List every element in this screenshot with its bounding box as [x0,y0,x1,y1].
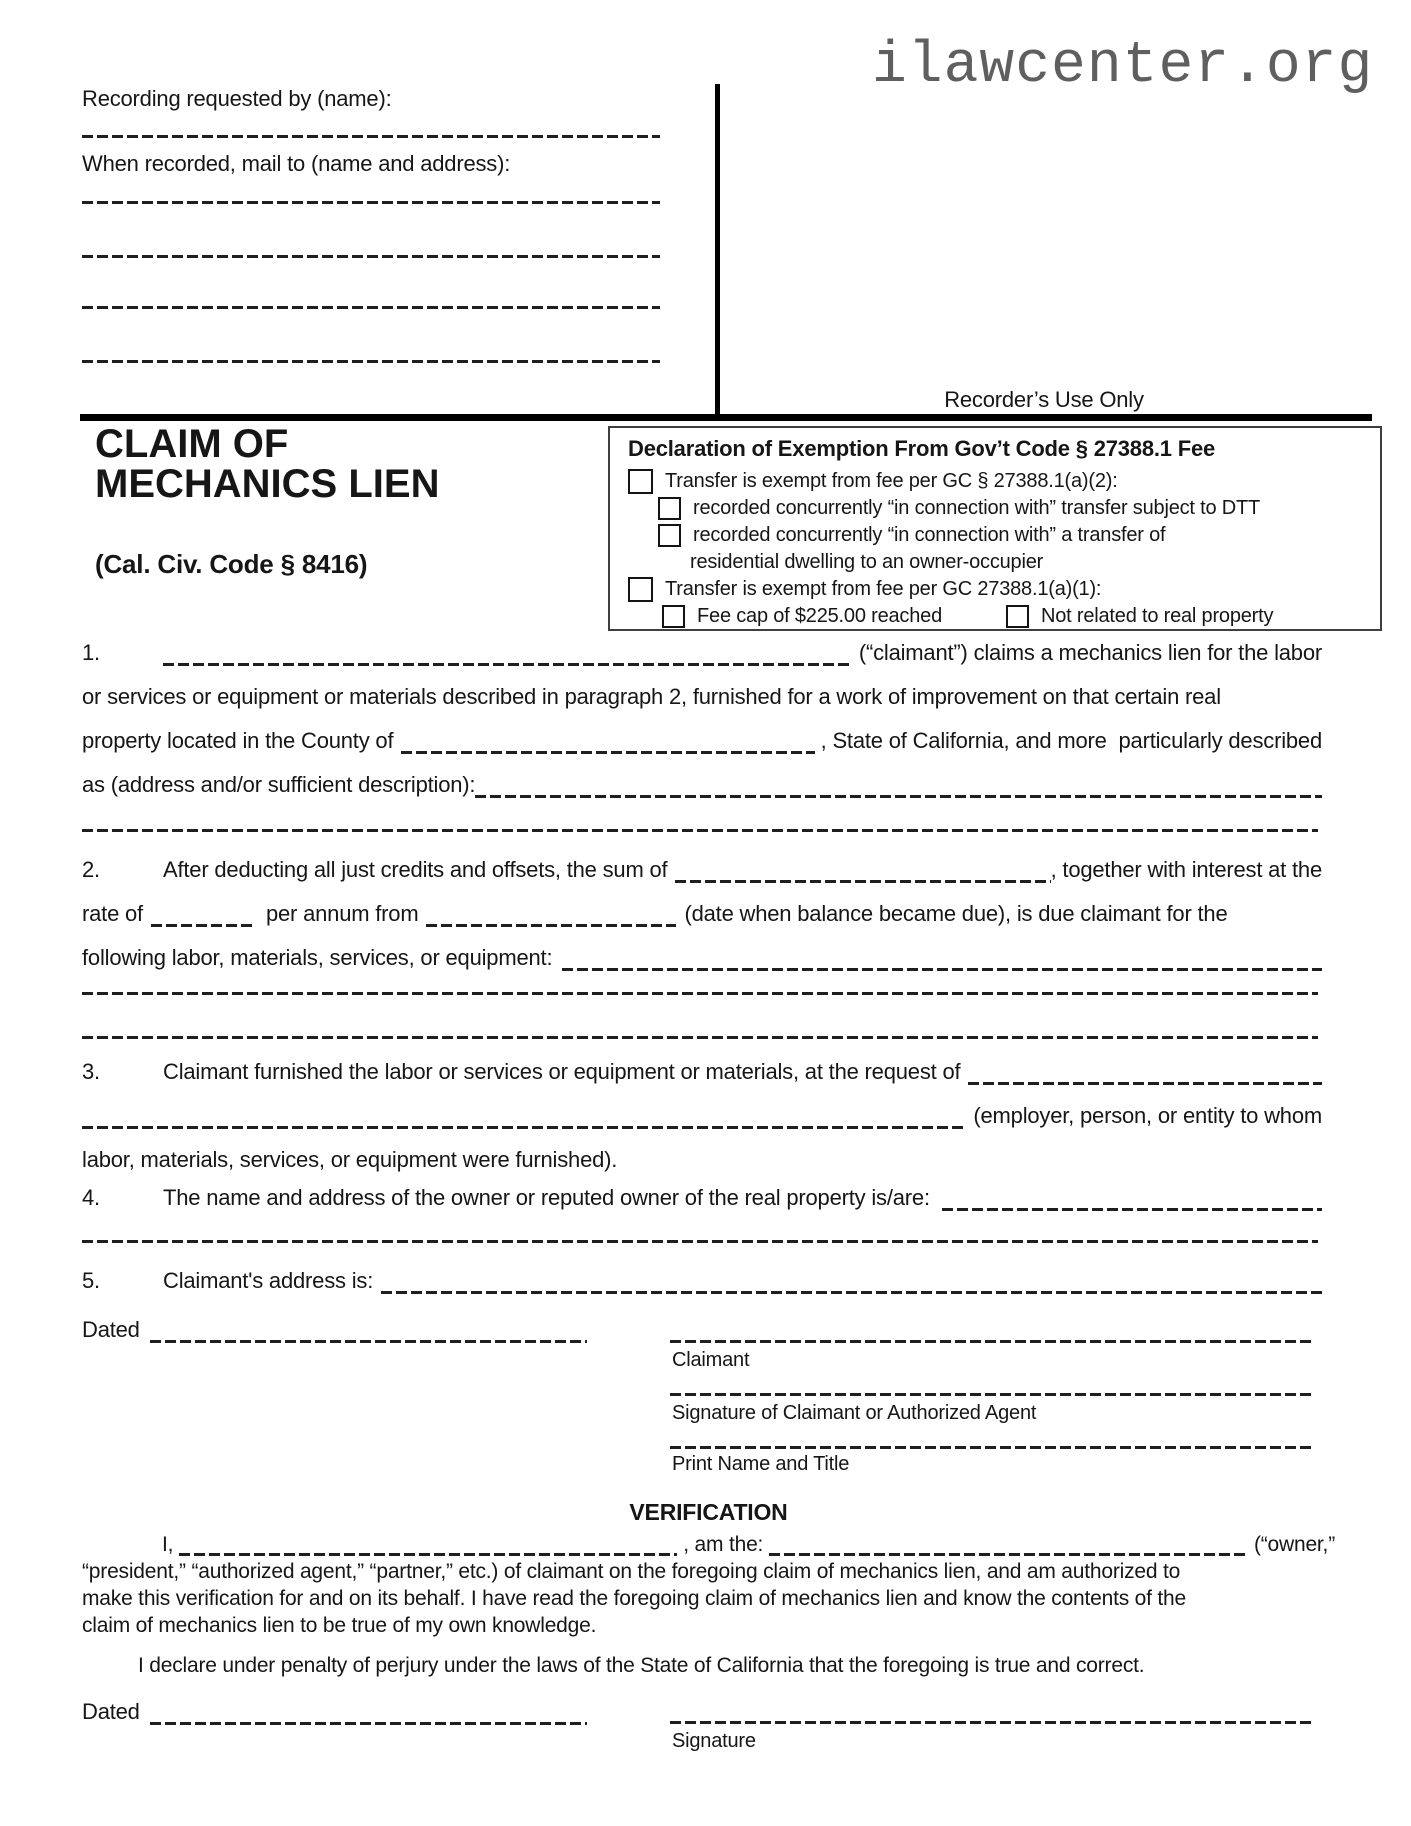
paragraph-5-line-1 [82,1266,1322,1296]
property-description-field-cont[interactable] [82,829,1318,832]
paragraph-3-line-3 [82,1145,1322,1175]
dated-field-1[interactable] [150,1340,587,1343]
verification-text-3: make this verification for and on its behalf. I have read the foregoing claim of mechanics lien and know the contents of the [82,1587,1187,1610]
print-name-label: Print Name and Title [672,1453,850,1475]
paragraph-5-text-1: Claimant's address is: [163,1268,374,1293]
request-of-field-cont[interactable] [82,1126,963,1129]
paragraph-2-text-2a: rate of [82,901,143,926]
checkbox-exempt-a2[interactable] [628,469,653,494]
title-line-2: MECHANICS LIEN [95,462,440,506]
exemption-option-owner-occupier-label: recorded concurrently “in connection with” a transfer of [693,524,1166,546]
owner-name-address-field[interactable] [942,1208,1322,1211]
paragraph-2-number: 2. [82,857,100,882]
paragraph-1-line-4 [82,770,1322,800]
dated-field-2[interactable] [150,1722,587,1725]
checkbox-exempt-a1[interactable] [628,577,653,602]
perjury-declaration-text: I declare under penalty of perjury under the laws of the State of California that the foregoing is true and correct. [138,1654,1145,1677]
signature-agent-line[interactable] [670,1393,1314,1396]
civil-code-reference: (Cal. Civ. Code § 8416) [95,549,368,579]
exemption-option-a2-label: Transfer is exempt from fee per GC § 27388.1(a)(2): [665,470,1118,492]
checkbox-not-related[interactable] [1006,605,1029,628]
paragraph-1-line-2 [82,682,1322,712]
county-field[interactable] [401,751,814,754]
paragraph-4-text-1: The name and address of the owner or reputed owner of the real property is/are: [163,1185,930,1210]
verification-line-1 [82,1531,1335,1558]
paragraph-1-text-1: (“claimant”) claims a mechanics lien for the labor [858,640,1322,665]
exemption-declaration-box [608,426,1382,631]
paragraph-2-line-2 [82,899,1322,929]
paragraph-1-text-4: as (address and/or sufficient description): [82,772,476,797]
section-divider-rule [80,414,1372,421]
exemption-suboptions-a1 [662,603,1380,630]
exemption-option-owner-occupier [658,522,1380,549]
verification-line-3 [82,1585,1335,1612]
verification-text-1b: , am the: [683,1533,764,1556]
paragraph-3-text-2: (employer, person, or entity to whom [973,1103,1322,1128]
paragraph-3-text-1: Claimant furnished the labor or services or equipment or materials, at the request of [163,1059,961,1084]
exemption-option-owner-occupier-cont [690,549,1380,576]
verification-heading: VERIFICATION [629,1499,788,1525]
verifier-name-field[interactable] [179,1553,677,1556]
checkbox-fee-cap[interactable] [662,605,685,628]
claimant-label: Claimant [672,1349,750,1371]
labor-materials-field[interactable] [562,968,1322,971]
title-line-1: CLAIM OF [95,422,289,466]
verification-signature-label: Signature [672,1730,756,1752]
not-related-label: Not related to real property [1041,605,1274,627]
paragraph-1-text-2: or services or equipment or materials described in paragraph 2, furnished for a work of improvement on that certain real [82,684,1221,709]
claimant-name-field[interactable] [163,663,849,666]
checkbox-owner-occupier[interactable] [658,524,681,547]
paragraph-2-text-3: following labor, materials, services, or equipment: [82,945,553,970]
paragraph-4-line-1 [82,1183,1322,1213]
dated-label-2: Dated [82,1699,140,1724]
request-of-field[interactable] [968,1082,1322,1085]
exemption-option-a1-label: Transfer is exempt from fee per GC 27388.1(a)(1): [665,578,1102,600]
labor-materials-field-cont-1[interactable] [82,992,1318,995]
claimant-address-field[interactable] [381,1291,1322,1294]
mail-to-field-3[interactable] [82,306,660,309]
exemption-box-title: Declaration of Exemption From Gov’t Code § 27388.1 Fee [628,436,1216,461]
verification-signature-line[interactable] [670,1721,1314,1724]
interest-rate-field[interactable] [151,924,256,927]
property-description-field[interactable] [475,795,1322,798]
mail-to-field-1[interactable] [82,201,660,204]
recorders-use-label: Recorder’s Use Only [944,387,1144,412]
verification-text-2: “president,” “authorized agent,” “partner,” etc.) of claimant on the foregoing claim of mechanics lien, and am authorized to [82,1560,1181,1583]
perjury-declaration [82,1652,1391,1679]
paragraph-5-number: 5. [82,1268,100,1293]
paragraph-3-number: 3. [82,1059,100,1084]
exemption-option-dtt [658,495,1380,522]
mail-to-field-4[interactable] [82,360,660,363]
claimant-line[interactable] [670,1340,1314,1343]
recording-requested-label: Recording requested by (name): [82,86,392,111]
paragraph-2-text-2c: (date when balance became due), is due claimant for the [684,901,1228,926]
paragraph-1-text-3a: property located in the County of [82,728,394,753]
paragraph-3-text-3: labor, materials, services, or equipment were furnished). [82,1147,618,1172]
mail-to-label: When recorded, mail to (name and address): [82,151,511,176]
paragraph-2-line-1 [82,855,1322,885]
verifier-title-field[interactable] [769,1553,1246,1556]
signature-agent-label: Signature of Claimant or Authorized Agent [672,1402,1037,1424]
labor-materials-field-cont-2[interactable] [82,1036,1318,1039]
verification-line-2 [82,1558,1335,1585]
recording-requested-field[interactable] [82,135,660,138]
exemption-option-a1 [628,576,1380,603]
paragraph-3-line-2 [82,1101,1322,1131]
sum-field[interactable] [675,880,1050,883]
paragraph-1-line-1 [82,638,1322,668]
paragraph-2-text-1b: , together with interest at the [1050,857,1322,882]
verification-text-4: claim of mechanics lien to be true of my own knowledge. [82,1614,597,1637]
exemption-option-owner-occupier-label-2: residential dwelling to an owner-occupier [690,551,1044,573]
paragraph-2-text-1a: After deducting all just credits and offsets, the sum of [163,857,668,882]
checkbox-recorded-dtt[interactable] [658,497,681,520]
exemption-option-dtt-label: recorded concurrently “in connection with” transfer subject to DTT [693,497,1261,519]
exemption-option-a2 [628,468,1380,495]
vertical-divider [715,84,720,414]
verification-text-1c: (“owner,” [1253,1533,1335,1556]
verification-text-1a: I, [162,1533,174,1556]
fee-cap-label: Fee cap of $225.00 reached [697,605,942,627]
paragraph-1-number: 1. [82,640,100,665]
dated-label-1: Dated [82,1317,140,1342]
page-title [95,424,439,504]
balance-due-date-field[interactable] [426,924,676,927]
verification-line-4 [82,1612,1335,1639]
owner-name-address-field-cont[interactable] [82,1240,1318,1243]
paragraph-1-text-3b: , State of California, and more particularly described [820,728,1322,753]
paragraph-3-line-1 [82,1057,1322,1087]
dated-row-2 [82,1697,602,1727]
dated-row-1 [82,1315,602,1345]
site-watermark: ilawcenter.org [872,34,1374,99]
paragraph-2-text-2b: per annum from [265,901,419,926]
paragraph-2-line-3 [82,943,1322,973]
paragraph-4-number: 4. [82,1185,100,1210]
paragraph-1-line-3 [82,726,1322,756]
print-name-line[interactable] [670,1446,1314,1449]
mail-to-field-2[interactable] [82,255,660,258]
